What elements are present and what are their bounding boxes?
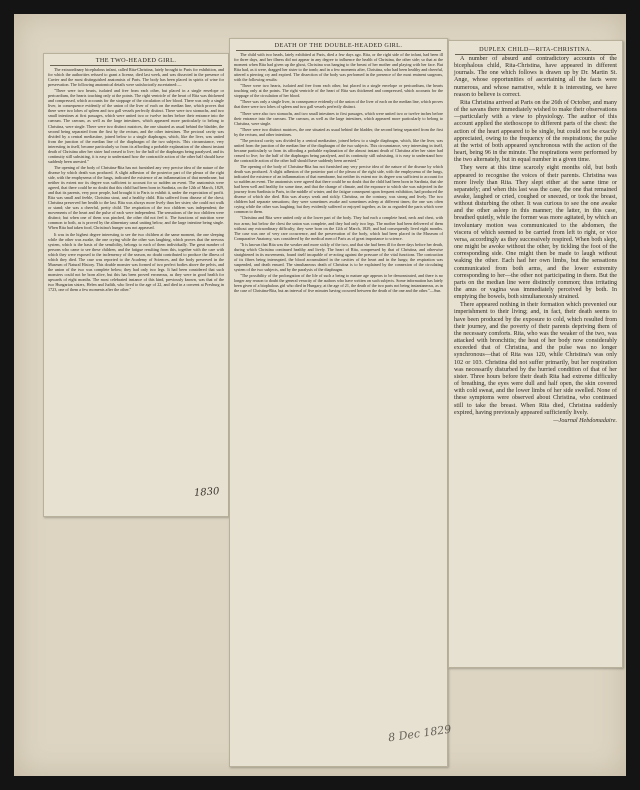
handwritten-date: 8 Dec 1829 <box>387 722 453 745</box>
clipping-title: THE TWO-HEADED GIRL. <box>95 57 177 64</box>
paragraph: "There were two hearts, isolated and free from each other, but placed in a single envelope or pericardium, the hearts touching only at the points. The right ventricle of the heart of Rita was thickened and compressed, which accounts for the stoppage of the circulation of her blood. There was only a single liver, in consequence evidently of the union of the liver of each on the median line, which proves that there were two lobes of spleen and two gall vessels perfectly distinct. There were two stomachs, and two small intestines at first passages, which were united two or twelve inches before their entrance into the caecum. The caecum, as well as the large intestines, which appeared more particularly to belong to Christina, were single. There were two distinct matrices, the one situated as usual behind the bladder, the second being separated from the first by the rectum, and the other intestines. The pectoral cavity was divided by a central mediastine, joined below to a single diaphragm, which, like the liver, was united from the junction of the median line of the diaphragm of the two subjects. This circumstance, very interesting in itself, became particularly so from its affording a probable explanation of the almost instant death of Christina after her sister had ceased to live; for the half of the diaphragm being paralysed, and its continuity still subsisting, it is easy to understand how the contractile action of the other half should have suddenly been arrested." <box>48 88 224 164</box>
paragraph: "The pectoral cavity was divided by a central mediastine, joined below to a single diaphragm, which, like the liver, was united from the junction of the median line of the diaphragm of the two subjects. This circumstance, very interesting in itself, became particularly so from its affording a probable explanation of the almost instant death of Christina after her sister had ceased to live; for the half of the diaphragm being paralysed, and its continuity still subsisting, it is easy to understand how the contractile action of the other half should have suddenly been arrested." <box>234 137 443 163</box>
paragraph: "It is known that Rita was the weaker and more sickly of the two, and that she had been ill for three days before her death, during which Christina continued healthy and lively. The heart of Rita, compressed by that of Christina, and otherwise straightened in its movements, found itself incapable of re-acting against the pressure of the vital functions. The contraction of its fibres being interrupted, the blood accumulated in the cavities of the heart and in the lungs; the respiration was suspended, and death ensued. The simultaneous death of Christina is to be explained by the connexion of the circulating system of the two subjects, and by the paralysis of the diaphragm. <box>234 241 443 272</box>
paragraph: It was in the highest degree interesting to see the two children at the same moment, the one sleeping while the other was awake, the one crying while the other was laughing, which proves that the nervous system, which is the basis of the sensibility, belongs to each of them individually. The great number of persons who came to see these children, and the fatigue resulting from this, together with the care with which they were exposed to the inclemency of the season, no doubt contributed to produce the illness of which they died. The case was reported to the Academy of Sciences, and the body preserved in the Museum of Natural History. This double monster was formed of two perfect bodies above the pelvis, and the union of the two was complete below; they had only two legs. It had been considered that such monsters could not be born alive, but this has been proved erroneous, as they were in good health for upwards of eight months. The most celebrated instance of this kind, previously known, was that of the two Hungarian sisters, Helen and Judith, who lived to the age of 22, and died in a convent at Presburg in 1723, one of them a few moments after the other." <box>48 231 224 293</box>
divider <box>50 65 222 66</box>
paragraph: "There were also two stomachs, and two small intestines to first passages, which were united two or twelve inches before their entrance into the caecum. The caecum, as well as the large intestines, which appeared more particularly to belong to Christina, were single. <box>234 110 443 126</box>
paragraph: Rita Christina arrived at Paris on the 26th of October, and many of the savans there immediately wished to make their observations—particularly with a view to physiology. The author of this account applied the stethoscope to different parts of the chest: the action of the heart appeared to be single, but could not be exactly appreciated, owing to the frequency of the respirations; the pulse at the wrist of both appeared synchronous with the action of the heart, being 96 in the minute. The respirations were performed by the two alternately, but in equal number in a given time. <box>454 99 617 164</box>
clipping-duplex-child <box>448 40 623 668</box>
divider <box>455 54 616 55</box>
clipping-two-headed-girl <box>43 53 229 517</box>
paragraph: "There was only a single liver, in consequence evidently of the union of the liver of each on the median line, which proves that there were two lobes of spleen and two gall vessels perfectly distinct. <box>234 99 443 110</box>
paragraph: "Christina and Rita were united only at the lower part of the body. They had each a complete head, neck and chest, with two arms; but below the chest the union was complete, and they had only two legs. The mother had been delivered of them without any extraordinary difficulty; they were born on the 12th of March, 1829, and had consequently lived eight months. The case was one of very rare occurrence, and the preservation of the body, which had been placed in the Museum of Comparative Anatomy, was considered by the medical men of Paris as of great importance to science. <box>234 215 443 241</box>
handwritten-date: 1830 <box>193 486 220 499</box>
album-page <box>14 14 626 776</box>
paragraph: A number of absurd and contradictory accounts of the bicephalous child, Rita-Christina, have appeared in different journals. The one which follows is drawn up by Dr. Martin St. Ange, whose opportunities of ascertaining all the facts were numerous, and whose narrative, while it is interesting, we have reason to believe is correct. <box>454 56 617 98</box>
paragraph: The child with two heads, lately exhibited at Paris, died a few days ago. Rita, or the right side of the infant, had been ill for three days, and her illness did not appear in any degree to influence the health of Christina, the other side; so that at the moment when Rita had given up the ghost, Christina was hanging to the breast of her mother and playing with her face. But Rita had, as it were, dragged her sister to the tomb; and in a few moments after, Christina, who had been healthy and cheerful, uttered a piercing cry and expired. The dissection of the body was performed in the presence of the most eminent surgeons, with the following results: <box>234 52 443 83</box>
paragraph: "There were two hearts, isolated and free from each other, but placed in a single envelope or pericardium, the hearts touching only at the points. The right ventricle of the heart of Rita was thickened and compressed, which accounts for the stoppage of the circulation of her blood. <box>234 83 443 99</box>
clipping-death-of-double-headed-girl <box>229 38 448 767</box>
paragraph: "The possibility of the prolongation of the life of such a being to mature age appears to be demonstrated, and there is no longer any reason to doubt the general veracity of the authors who have written on such subjects. Some information has lately been given of a biophalous girl who died in Hungary, at the age of 21, the death of the two parts not being instantaneous, as in the case of Christina-Rita, but an interval of five minutes having occurred between the death of the one and the other."—Sun. <box>234 272 443 294</box>
paragraph: The opening of the body of Christina-Rita has not furnished any very precise idea of the nature of the disease by which death was produced. A slight adhesion of the posterior part of the pleura of the right side, with the emphysema of the lungs, indicated the existence of an inflammation of that membrane, but neither its extent nor its degree was sufficient to account for so sudden an event. The anatomists were agreed that there could be no doubt that the child had been born in Sardinia, that she had been well and healthy for some time, and that the change of climate, and the exposure to which she was subjected in the journey from Sardinia to Paris, in the middle of winter, and the fatigue consequent upon frequent exhibition, had produced the disease of which she died. Rita was always weak and sickly. Christina, on the contrary, was strong and lively. The two children had separate sensations; they were sometimes awake and sometimes asleep at different times; the one was often crying while the other was laughing; but they evidently suffered or enjoyed together, as far as regarded the parts which were common to them. <box>234 163 443 215</box>
paragraph: There appeared nothing in their formation which prevented our imperishment to their living; and, in fact, their death seems to have been produced by the exposure to cold, which resulted from their journey, and the poverty of their parents depriving them of the necessary comforts. Rita, who was the weaker of the two, was attacked with bronchitis; the heat of her body now considerably exceeded that of Christina, and the pulse was no longer synchronous—that of Rita was 120, while Christina's was only 102 or 103. Christina did not suffer primarily, but her respiration was necessarily disturbed by the hurried condition of that of her sister. Three hours before their death Rita had extreme difficulty of breathing, the eyes were dull and half open, the skin covered with cold sweat, and the lower limbs of her side swelled. None of these symptoms were observed about Christina, who continued still to take the breast. When Rita died, Christina suddenly expired, having previously appeared sufficiently lively. <box>454 302 617 416</box>
source-credit: —Journal Hebdomadaire. <box>553 417 617 424</box>
paragraph: The opening of the body of Christina-Rita has not furnished any very precise idea of the nature of the disease by which death was produced. A slight adhesion of the posterior part of the pleura of the right side, with the emphysema of the lungs, indicated the existence of an inflammation of that membrane, but neither its extent nor its degree was sufficient to account for so sudden an event. The anatomists were agreed, that there could be no doubt that this child had been born in Sardinia, on the 12th of March, 1829, and that its parents, very poor people, had brought it to Paris to exhibit it, under the expectation of profit. Rita was small and feeble, Christina stout, and a healthy child. Rita suffered from disease of the chest; Christina preserved her health to the last. Rita was always more lively than her sister; she could not walk or stand; she was a cheerful, pretty child. The respiration of the two children was independent; the movements of the heart and the pulse of each were independent. The sensations of the two children were distinct; but when one of them was pinched, the other did not feel it. The functions of nutrition were common to both, as is proved by the alimentary canal uniting below, and the large intestine being single. When Rita had taken food, Christina's hunger was not appeased. <box>48 164 224 231</box>
clipping-title: DUPLEX CHILD—RITA-CHRISTINA. <box>479 46 592 53</box>
paragraph: They were at this time scarcely eight months old, but both appeared to recognise the voices of their parents. Christina was more lively than Rita. They slept either at the same time or separately; and when this last was the case, the one that remained awake, laughed or cried, coughed or sneezed, or took the breast, without disturbing the other. It was curious to see the one awake and the other asleep in this manner; the latter, in this case, breathed quietly, while the former was more agitated, by which an involuntary motion was communicated to the abdomen, the viscera of which seemed to be carried from left to right, or vice versa, accordingly as they successively respired. When both slept, one might be awoke without the other, by tickling the foot of the corresponding side. One might then be made to laugh without waking the other. Each had her own limbs, but the sensations communicated from both arms, and the lower extremity corresponding to her—the other not participating in them. But the parts on the median line were distinctly common; thus irritating the anus or vagina was immediately perceived by both. In emptying the bowels, both simultaneously strained. <box>454 165 617 301</box>
clipping-title: DEATH OF THE DOUBLE-HEADED GIRL. <box>274 42 403 49</box>
paragraph: "There were two distinct matrices, the one situated as usual behind the bladder, the second being separated from the first by the rectum, and other intestines. <box>234 126 443 137</box>
paragraph: The extraordinary bicephalous infant, called Rita-Christina, lately brought to Paris for exhibition, and for which the authorities refused to grant a license, died last week, and was dissected in the presence of Cuvier and the most distinguished anatomists of Paris. The body has been placed in spirits of wine for preservation. The following anatomical details were satisfactorily ascertained:— <box>48 67 224 88</box>
divider <box>236 50 441 51</box>
